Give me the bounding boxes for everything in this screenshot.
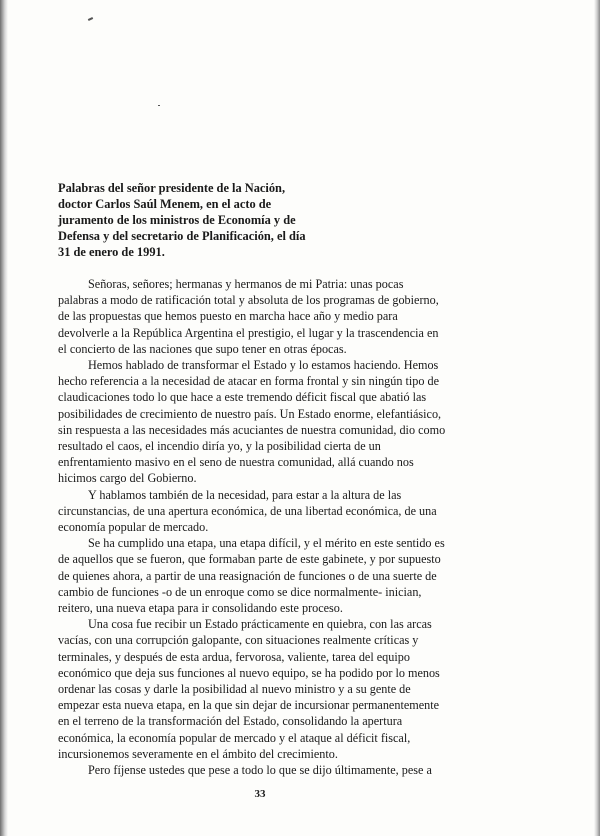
body-line: terminales, y después de esta ardua, fervorosa, valiente, tarea del equipo: [58, 649, 410, 664]
body-line: claudicaciones todo lo que hace a este tremendo déficit fiscal que abatió las: [58, 390, 427, 405]
body-line: económica, la economía popular de mercado y el ataque al déficit fiscal,: [58, 730, 411, 745]
body-line: económico que deja sus funciones al nuevo equipo, se ha podido por lo menos: [58, 665, 440, 680]
scan-speck: [158, 105, 160, 106]
body-line: devolverle a la República Argentina el prestigio, el lugar y la trascendencia en: [58, 325, 439, 340]
speech-body: [58, 276, 462, 778]
page-number: 33: [254, 788, 266, 800]
body-line: Y hablamos también de la necesidad, para estar a la altura de las: [88, 487, 402, 502]
body-line: enfrentamiento masivo en el seno de nuestra comunidad, allá cuando nos: [58, 455, 414, 470]
heading-line: 31 de enero de 1991.: [58, 245, 165, 259]
body-line: de las propuestas que hemos puesto en marcha hace año y medio para: [58, 309, 398, 324]
body-line: palabras a modo de ratificación total y absoluta de los programas de gobierno,: [58, 293, 439, 308]
scan-speck: [88, 17, 93, 21]
speech-heading: [58, 180, 358, 260]
body-line: Una cosa fue recibir un Estado prácticamente en quiebra, con las arcas: [88, 617, 432, 632]
body-line: el concierto de las naciones que supo tener en otras épocas.: [58, 341, 347, 356]
body-line: de quienes ahora, a partir de una reasignación de funciones o de una suerte de: [58, 568, 437, 583]
body-line: empezar esta nueva etapa, en la que sin dejar de incursionar permanentemente: [58, 698, 440, 713]
body-line: posibilidades de crecimiento de nuestro país. Un Estado enorme, elefantiásico,: [58, 406, 442, 421]
heading-line: juramento de los ministros de Economía y de: [58, 213, 296, 227]
body-line: incursionemos severamente en el ámbito del crecimiento.: [58, 746, 338, 761]
body-line: Hemos hablado de transformar el Estado y lo estamos haciendo. Hemos: [88, 358, 439, 373]
body-line: de aquellos que se fueron, que formaban parte de este gabinete, y por supuesto: [58, 552, 441, 567]
heading-line: Palabras del señor presidente de la Nación,: [58, 181, 286, 195]
body-line: hecho referencia a la necesidad de atacar en forma frontal y sin ningún tipo de: [58, 374, 440, 389]
body-line: hicimos cargo del Gobierno.: [58, 471, 197, 486]
scan-page-edge: [594, 0, 600, 836]
body-line: reitero, una nueva etapa para ir consolidando este proceso.: [58, 601, 343, 616]
heading-line: doctor Carlos Saúl Menem, en el acto de: [58, 197, 272, 211]
body-line: Señoras, señores; hermanas y hermanos de mi Patria: unas pocas: [88, 277, 404, 291]
body-line: resultado el caos, el incendio diría yo, y la posibilidad cierta de un: [58, 439, 381, 454]
body-line: en el terreno de la transformación del Estado, consolidando la apertura: [58, 714, 403, 729]
body-line: ordenar las cosas y darle la posibilidad al nuevo ministro y a su gente de: [58, 682, 411, 697]
body-line: sin respuesta a las necesidades más acuciantes de nuestra comunidad, dio como: [58, 422, 446, 437]
scan-binding-edge: [0, 0, 8, 836]
body-line: vacías, con una corrupción galopante, con situaciones realmente críticas y: [58, 633, 419, 648]
body-line: Pero fíjense ustedes que pese a todo lo que se dijo últimamente, pese a: [88, 763, 432, 778]
body-line: economía popular de mercado.: [58, 520, 209, 535]
body-line: circunstancias, de una apertura económica, de una libertad económica, de una: [58, 503, 437, 518]
body-line: Se ha cumplido una etapa, una etapa difícil, y el mérito en este sentido es: [88, 536, 445, 551]
body-line: cambio de funciones -o de un enroque como se dice normalmente- inician,: [58, 584, 422, 599]
heading-line: Defensa y del secretario de Planificación, el día: [58, 229, 306, 243]
